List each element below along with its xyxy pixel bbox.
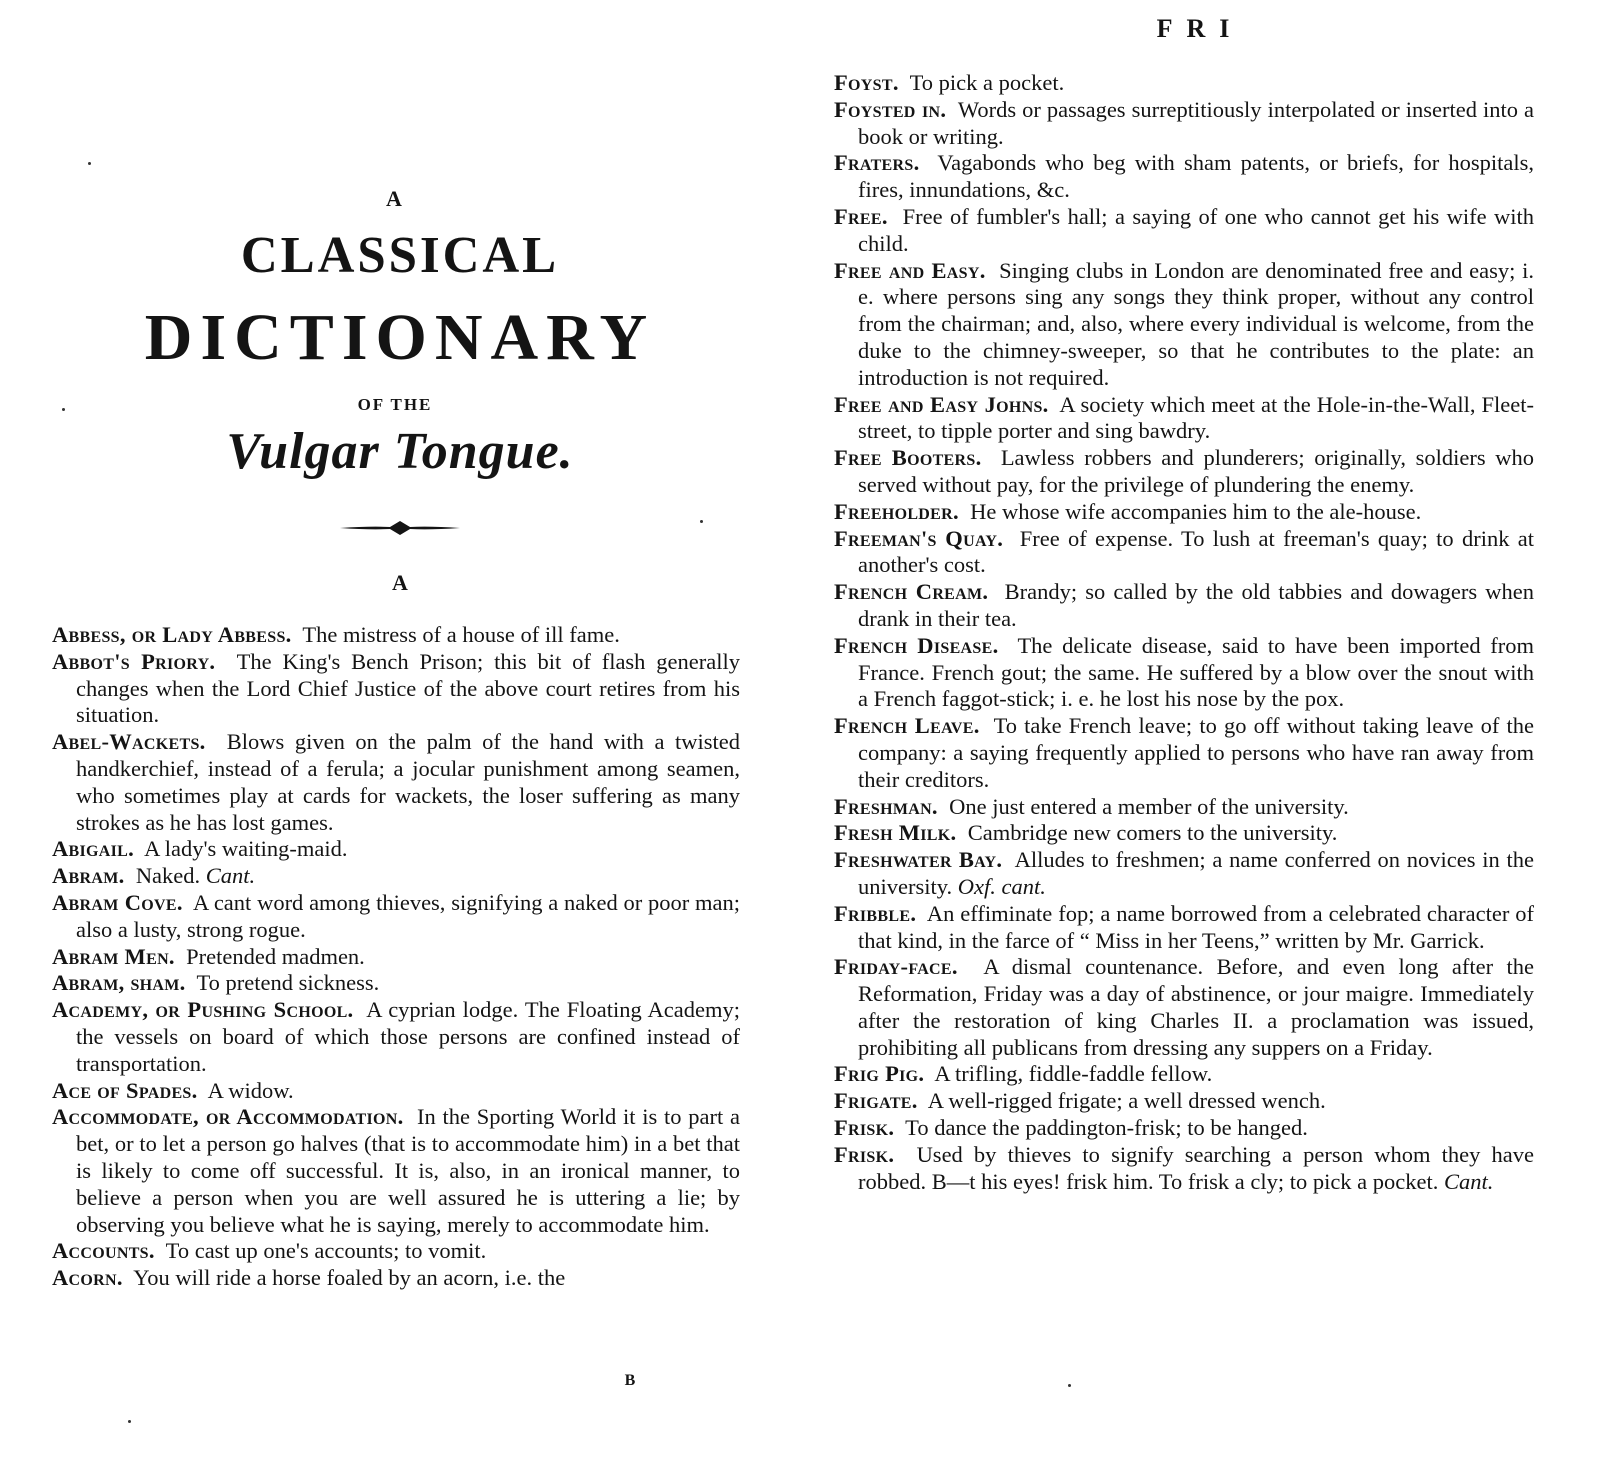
scan-speck <box>88 162 91 165</box>
dictionary-entry <box>52 1104 740 1238</box>
definition: A lady's waiting-maid. <box>144 836 348 862</box>
title-vulgar-tongue: Vulgar Tongue. <box>226 423 574 480</box>
definition: Used by thieves to signify searching a person whom they have robbed. B—t his eyes! frisk him. To frisk a cly; to pick a pocket. <box>858 1141 1534 1194</box>
headword: Friday-face. <box>834 954 958 980</box>
headword: Abram. <box>52 863 125 889</box>
definition: Words or passages surreptitiously interpolated or inserted into a book or writing. <box>858 96 1535 149</box>
headword: French Leave. <box>834 713 980 739</box>
title-classical: CLASSICAL <box>240 227 560 284</box>
headword: Fresh Milk. <box>834 820 957 846</box>
title-dictionary: DICTIONARY <box>144 301 656 374</box>
definition: Free of expense. To lush at freeman's quay; to drink at another's cost. <box>858 525 1534 578</box>
dictionary-entry <box>52 729 740 836</box>
dictionary-entry <box>52 1265 740 1292</box>
dictionary-entry <box>834 847 1534 901</box>
dictionary-entry <box>834 445 1534 499</box>
dictionary-entry <box>52 890 740 944</box>
definition: To cast up one's accounts; to vomit. <box>165 1238 487 1264</box>
definition: Pretended madmen. <box>186 943 365 969</box>
dictionary-entry <box>834 1088 1534 1115</box>
dictionary-entry <box>834 204 1534 258</box>
definition: You will ride a horse foaled by an acorn, i.e. the <box>133 1265 566 1291</box>
dictionary-entry <box>834 1061 1534 1088</box>
dictionary-entry <box>52 1238 740 1265</box>
entry-tag: Cant. <box>205 863 256 889</box>
headword: Accommodate, or Accommodation. <box>52 1104 404 1130</box>
entry-tag: Oxf. cant. <box>957 873 1046 899</box>
dictionary-entry <box>52 649 740 729</box>
headword: Frig Pig. <box>834 1061 925 1087</box>
definition: Singing clubs in London are denominated free and easy; i. e. where persons sing any songs they think proper, without any control from the chairman; and, also, where every individual is welcome, from the duke to the chimney-sweeper, so that he contributes to the plate: an introduction is not required. <box>858 257 1534 390</box>
headword: Freeholder. <box>834 498 959 524</box>
signature-mark: B <box>624 1372 636 1389</box>
scan-speck <box>1068 1384 1071 1387</box>
dictionary-entry <box>834 526 1534 580</box>
headword: Foysted in. <box>834 96 947 122</box>
dictionary-entry <box>52 944 740 971</box>
dictionary-entry <box>834 954 1534 1061</box>
right-entry-list <box>834 70 1534 1195</box>
headword: Free Booters. <box>834 445 982 471</box>
headword: Fraters. <box>834 150 920 176</box>
dictionary-entry <box>834 1115 1534 1142</box>
dictionary-entry <box>834 713 1534 793</box>
definition: A dismal countenance. Before, and even long after the Reformation, Friday was a day of abstinence, or jour maigre. Immediately after the restoration of king Charles II. a proclamation was issued, prohibiting all publicans from dressing any suppers on a Friday. <box>858 954 1534 1060</box>
definition: The delicate disease, said to have been imported from France. French gout; the same. He suffered by a blow over the snout with a French faggot-stick; i. e. he lost his nose by the pox. <box>858 632 1534 712</box>
headword: Abbess, or Lady Abbess. <box>52 622 292 647</box>
dictionary-entry <box>834 150 1534 204</box>
right-page <box>810 0 1600 1482</box>
headword: Acorn. <box>52 1265 123 1291</box>
scan-speck <box>700 520 703 523</box>
dictionary-entry <box>834 820 1534 847</box>
dictionary-entry <box>834 258 1534 392</box>
definition: Alludes to freshmen; a name conferred on novices in the university. <box>858 847 1534 899</box>
definition: Lawless robbers and plunderers; originally, soldiers who served without pay, for the privilege of plundering the enemy. <box>858 445 1534 497</box>
headword: Abbot's Priory. <box>52 648 216 674</box>
left-page <box>0 0 790 1482</box>
headword: Free. <box>834 203 888 229</box>
definition: To pretend sickness. <box>196 970 380 996</box>
dictionary-entry <box>834 499 1534 526</box>
definition: An effiminate fop; a name borrowed from a celebrated character of that kind, in the farce of “ Miss in her Teens,” written by Mr. Garrick. <box>858 900 1535 953</box>
headword: Frisk. <box>834 1115 895 1141</box>
dictionary-entry <box>834 794 1534 821</box>
title-of-the: OF THE <box>357 395 433 414</box>
dictionary-entry <box>834 901 1534 955</box>
dictionary-entry <box>52 622 740 649</box>
dictionary-entry <box>834 1142 1534 1196</box>
definition: One just entered a member of the university. <box>949 793 1349 819</box>
section-letter: A <box>392 570 408 595</box>
dictionary-entry <box>834 579 1534 633</box>
title-article: A <box>386 186 404 211</box>
left-entry-list <box>52 622 740 1292</box>
headword: Freshman. <box>834 793 938 819</box>
dictionary-entry <box>52 836 740 863</box>
ornament-rule <box>340 518 460 538</box>
definition: To take French leave; to go off without taking leave of the company: a saying frequently applied to persons who have ran away from their creditors. <box>858 713 1535 792</box>
definition: A widow. <box>207 1077 294 1103</box>
definition: A cant word among thieves, signifying a naked or poor man; also a lusty, strong rogue. <box>76 889 740 942</box>
definition: Free of fumbler's hall; a saying of one who cannot get his wife with child. <box>858 203 1535 256</box>
headword: Accounts. <box>52 1238 155 1264</box>
definition: A cyprian lodge. The Floating Academy; the vessels on board of which those persons are confined instead of transportation. <box>76 997 740 1076</box>
definition: In the Sporting World it is to part a bet, or to let a person go halves (that is to accommodate him) in a bet that is likely to come off successful. It is, also, in an ironical manner, to believe a person when you are well assured he is uttering a lie; by observing you believe what he is saying, merely to accommodate him. <box>76 1104 740 1237</box>
headword: Foyst. <box>834 70 899 95</box>
definition: To pick a pocket. <box>909 70 1065 95</box>
dictionary-entry <box>834 70 1534 97</box>
headword: Free and Easy. <box>834 257 986 283</box>
headword: French Disease. <box>834 632 999 658</box>
entry-tag: Cant. <box>1444 1168 1494 1194</box>
definition: A well-rigged frigate; a well dressed wench. <box>927 1088 1326 1114</box>
definition: To dance the paddington-frisk; to be hanged. <box>905 1115 1308 1141</box>
headword: Frigate. <box>834 1088 918 1114</box>
dictionary-entry <box>834 633 1534 713</box>
definition: Brandy; so called by the old tabbies and dowagers when drank in their tea. <box>858 579 1534 631</box>
headword: Freeman's Quay. <box>834 525 1004 551</box>
headword: French Cream. <box>834 579 989 605</box>
dictionary-entry <box>52 970 740 997</box>
headword: Academy, or Pushing School. <box>52 997 354 1023</box>
headword: Abigail. <box>52 836 135 862</box>
dictionary-entry <box>52 863 740 890</box>
definition: Vagabonds who beg with sham patents, or briefs, for hospitals, fires, innundations, &c. <box>858 150 1535 203</box>
definition: A trifling, fiddle-faddle fellow. <box>934 1061 1213 1087</box>
headword: Frisk. <box>834 1141 895 1167</box>
headword: Abram, sham. <box>52 970 186 996</box>
dictionary-entry <box>834 392 1534 446</box>
headword: Fribble. <box>834 900 917 926</box>
headword: Ace of Spades. <box>52 1077 198 1103</box>
running-head: FRI <box>1156 14 1244 43</box>
headword: Abel-Wackets. <box>52 729 206 755</box>
headword: Free and Easy Johns. <box>834 391 1049 417</box>
definition: Naked. <box>135 863 201 889</box>
dictionary-entry <box>834 97 1534 151</box>
definition: The King's Bench Prison; this bit of flash generally changes when the Lord Chief Justice of the above court retires from his situation. <box>76 648 740 728</box>
scan-speck <box>62 408 65 411</box>
definition: A society which meet at the Hole-in-the-Wall, Fleet-street, to tipple porter and sing bawdry. <box>858 391 1534 444</box>
dictionary-entry <box>52 997 740 1077</box>
definition: Blows given on the palm of the hand with a twisted handkerchief, instead of a ferula; a jocular punishment among seamen, who sometimes play at cards for wackets, the loser suffering as many strokes as he has lost games. <box>76 729 741 835</box>
dictionary-entry <box>52 1078 740 1105</box>
headword: Abram Men. <box>52 943 175 969</box>
definition: The mistress of a house of ill fame. <box>302 622 620 647</box>
headword: Freshwater Bay. <box>834 847 1003 873</box>
definition: He whose wife accompanies him to the ale-house. <box>970 498 1422 524</box>
scan-speck <box>128 1420 131 1423</box>
headword: Abram Cove. <box>52 889 183 915</box>
definition: Cambridge new comers to the university. <box>967 820 1338 846</box>
